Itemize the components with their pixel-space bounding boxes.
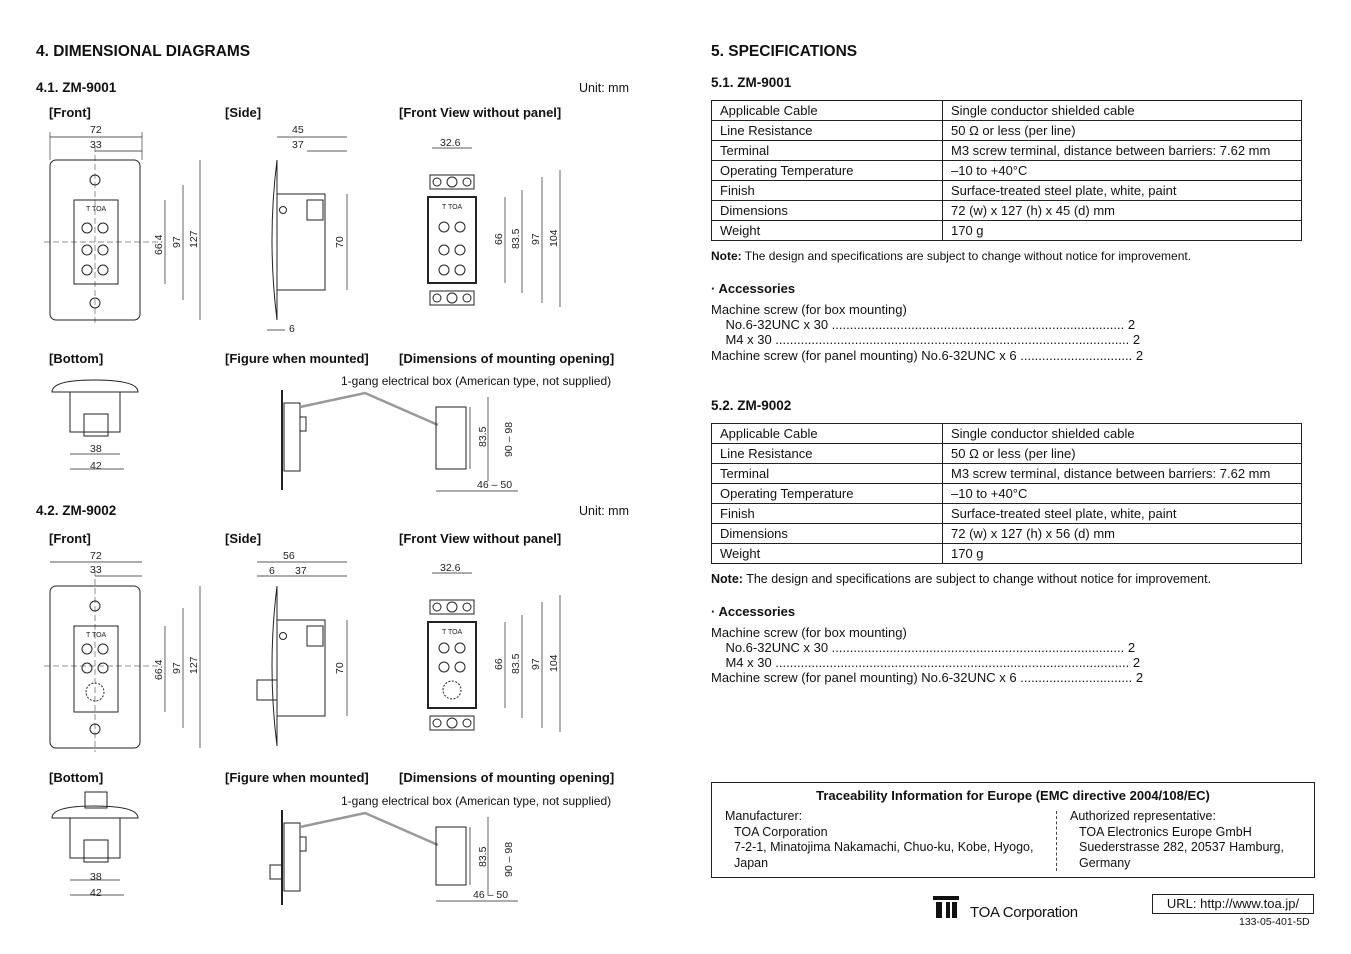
toa-logo-icon (933, 896, 961, 920)
table-row: Dimensions 72 (w) x 127 (h) x 45 (d) mm (712, 201, 1302, 221)
model-title: 4.1. ZM-9001 (36, 80, 117, 95)
dim-83-5: 83.5 (510, 228, 522, 249)
table-row: Weight 170 g (712, 221, 1302, 241)
table-row: Terminal M3 screw terminal, distance between barriers: 7.62 mm (712, 464, 1302, 484)
table-row: Line Resistance 50 Ω or less (per line) (712, 121, 1302, 141)
dim-32-6: 32.6 (440, 137, 461, 149)
front-no-panel-diagram (420, 135, 570, 315)
list-item: Machine screw (for panel mounting) No.6-32UNC x 6 ............................... 2 (711, 348, 1144, 363)
dim-32-6: 32.6 (440, 562, 461, 574)
traceability-title: Traceability Information for Europe (EMC directive 2004/108/EC) (816, 788, 1210, 803)
dim-72: 72 (90, 550, 102, 562)
box-note: 1-gang electrical box (American type, not supplied) (341, 374, 612, 388)
dim-6: 6 (289, 323, 295, 335)
section-title-specs: 5. SPECIFICATIONS (711, 43, 858, 60)
dim-83-5: 83.5 (477, 846, 489, 867)
table-row: Terminal M3 screw terminal, distance between barriers: 7.62 mm (712, 141, 1302, 161)
dim-90-98: 90 – 98 (503, 841, 515, 877)
table-row: Finish Surface-treated steel plate, white, paint (712, 181, 1302, 201)
unit-label: Unit: mm (579, 504, 629, 518)
svg-text:T TOA: T TOA (442, 204, 463, 211)
accessories-title: · Accessories (711, 604, 796, 619)
dim-42: 42 (90, 460, 102, 472)
table-row: Weight 170 g (712, 544, 1302, 564)
front-label: [Front] (49, 105, 91, 120)
mounted-label: [Figure when mounted] (225, 351, 369, 366)
opening-label: [Dimensions of mounting opening] (399, 770, 615, 785)
table-row: Finish Surface-treated steel plate, white, paint (712, 504, 1302, 524)
opening-label: [Dimensions of mounting opening] (399, 351, 615, 366)
dim-46-50: 46 – 50 (477, 479, 513, 491)
table-row: Line Resistance 50 Ω or less (per line) (712, 444, 1302, 464)
list-item: M4 x 30 .................................................................................................. 2 (711, 332, 1141, 347)
dim-66: 66 (493, 658, 505, 670)
dim-97: 97 (530, 233, 542, 245)
note (711, 249, 1191, 263)
manufacturer-block: Manufacturer: TOA Corporation 7-2-1, Minatojima Nakamachi, Chuo-ku, Kobe, Hyogo, Japan (725, 809, 1034, 870)
dim-70: 70 (334, 662, 346, 674)
list-item: No.6-32UNC x 30 ................................................................................. 2 (711, 640, 1136, 655)
mounted-diagram (270, 805, 530, 910)
dim-90-98: 90 – 98 (503, 421, 515, 457)
spec-table (711, 100, 1302, 241)
side-label: [Side] (225, 531, 262, 546)
mounted-label: [Figure when mounted] (225, 770, 369, 785)
spec-title: 5.2. ZM-9002 (711, 398, 792, 413)
dim-127: 127 (188, 656, 200, 674)
representative-block: Authorized representative: TOA Electronics Europe GmbH Suederstrasse 282, 20537 Hamburg, Germany (1070, 809, 1284, 870)
dim-33: 33 (90, 139, 102, 151)
dim-104: 104 (548, 229, 560, 247)
svg-text:T TOA: T TOA (442, 629, 463, 636)
url-link[interactable]: URL: http://www.toa.jp/ (1152, 894, 1314, 914)
spec-title: 5.1. ZM-9001 (711, 75, 792, 90)
dim-33: 33 (90, 564, 102, 576)
dim-42: 42 (90, 887, 102, 899)
note (711, 572, 1211, 586)
svg-text:T TOA: T TOA (86, 206, 107, 213)
front-no-panel-label: [Front View without panel] (399, 105, 562, 120)
note-text: The design and specifications are subject to change without notice for improvement. (744, 249, 1192, 263)
rep-label: Authorized representative: (1070, 809, 1216, 823)
accessories-title: · Accessories (711, 281, 796, 296)
mounted-diagram (270, 385, 530, 495)
bottom-label: [Bottom] (49, 351, 104, 366)
box-note: 1-gang electrical box (American type, not supplied) (341, 794, 612, 808)
table-row: Dimensions 72 (w) x 127 (h) x 56 (d) mm (712, 524, 1302, 544)
dim-37: 37 (292, 139, 304, 151)
dim-97: 97 (530, 658, 542, 670)
dim-38: 38 (90, 871, 102, 883)
table-row: Applicable Cable Single conductor shielded cable (712, 424, 1302, 444)
dim-127: 127 (188, 230, 200, 248)
list-item: Machine screw (for box mounting) (711, 302, 907, 317)
dim-83-5: 83.5 (510, 653, 522, 674)
front-label: [Front] (49, 531, 91, 546)
dim-37: 37 (295, 565, 307, 577)
dim-45: 45 (292, 124, 304, 136)
note-label: Note: (711, 572, 743, 586)
dim-46-50: 46 – 50 (473, 889, 509, 901)
front-no-panel-label: [Front View without panel] (399, 531, 562, 546)
dim-97: 97 (171, 662, 183, 674)
dim-56: 56 (283, 550, 295, 562)
front-view-diagram (40, 546, 210, 756)
side-label: [Side] (225, 105, 262, 120)
bottom-view-diagram (48, 372, 148, 477)
doc-code: 133-05-401-5D (1239, 916, 1310, 928)
dim-38: 38 (90, 443, 102, 455)
bottom-view-diagram (48, 792, 148, 902)
table-row: Applicable Cable Single conductor shielded cable (712, 101, 1302, 121)
divider (1056, 811, 1057, 871)
list-item: Machine screw (for box mounting) (711, 625, 907, 640)
dim-72: 72 (90, 124, 102, 136)
model-title: 4.2. ZM-9002 (36, 503, 117, 518)
dim-83-5: 83.5 (477, 426, 489, 447)
front-view-diagram (40, 120, 210, 340)
front-no-panel-diagram (420, 560, 570, 740)
spec-table (711, 423, 1302, 564)
side-view-diagram (255, 120, 355, 340)
traceability-box (711, 782, 1315, 878)
dim-6: 6 (269, 565, 275, 577)
table-row: Operating Temperature –10 to +40°C (712, 161, 1302, 181)
dim-66: 66.4 (153, 659, 165, 680)
list-item: M4 x 30 .................................................................................................. 2 (711, 655, 1141, 670)
bottom-label: [Bottom] (49, 770, 104, 785)
note-label: Note: (711, 249, 742, 263)
manufacturer-label: Manufacturer: (725, 809, 803, 823)
list-item: Machine screw (for panel mounting) No.6-32UNC x 6 ............................... 2 (711, 670, 1144, 685)
dim-104: 104 (548, 654, 560, 672)
table-row: Operating Temperature –10 to +40°C (712, 484, 1302, 504)
dim-70: 70 (334, 236, 346, 248)
side-view-diagram (255, 546, 355, 756)
section-title-diagrams: 4. DIMENSIONAL DIAGRAMS (36, 43, 251, 60)
dim-66: 66 (493, 233, 505, 245)
list-item: No.6-32UNC x 30 ................................................................................. 2 (711, 317, 1136, 332)
company-name: TOA Corporation (970, 904, 1078, 921)
note-text: The design and specifications are subject to change without notice for improvement. (746, 572, 1212, 586)
unit-label: Unit: mm (579, 81, 629, 95)
dim-66: 66.4 (153, 234, 165, 255)
svg-text:T TOA: T TOA (86, 632, 107, 639)
dim-97: 97 (171, 236, 183, 248)
